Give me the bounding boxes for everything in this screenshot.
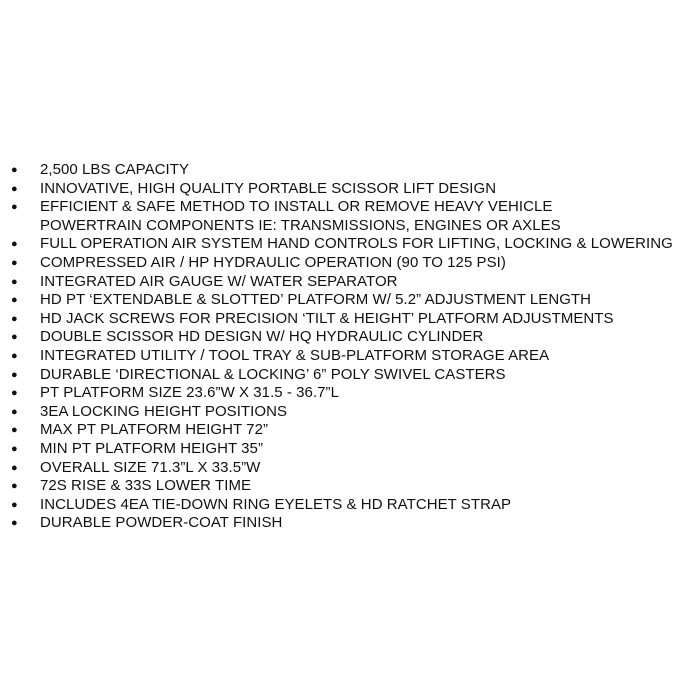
list-item-text: MAX PT PLATFORM HEIGHT 72” [40, 421, 269, 439]
bullet-icon: ● [11, 405, 18, 418]
bullet-icon: ● [11, 424, 18, 437]
list-item [0, 477, 700, 496]
list-item-text: 2,500 LBS CAPACITY [40, 161, 190, 178]
bullet-icon: ● [11, 498, 18, 511]
bullet-icon: ● [11, 238, 18, 251]
list-item [0, 328, 700, 347]
bullet-icon: ● [11, 349, 18, 362]
list-item [0, 291, 700, 310]
list-item-text: FULL OPERATION AIR SYSTEM HAND CONTROLS FOR LIFTING, LOCKING & LOWERING [40, 235, 673, 253]
bullet-icon: ● [11, 275, 18, 288]
list-item-text: 3EA LOCKING HEIGHT POSITIONS [40, 402, 288, 420]
bullet-icon: ● [11, 312, 18, 325]
list-item [0, 384, 700, 403]
list-item-text: PT PLATFORM SIZE 23.6”W X 31.5 - 36.7”L [40, 384, 339, 402]
bullet-icon: ● [11, 294, 18, 307]
bullet-icon: ● [11, 387, 18, 400]
bullet-icon: ● [11, 331, 18, 344]
list-item [0, 180, 700, 199]
bullet-icon: ● [11, 461, 18, 474]
list-item [0, 514, 700, 533]
list-item [0, 161, 700, 180]
list-item-text: DOUBLE SCISSOR HD DESIGN W/ HQ HYDRAULIC CYLINDER [40, 328, 484, 346]
list-item-text: OVERALL SIZE 71.3”L X 33.5”W [40, 458, 261, 476]
list-item-text: HD PT ‘EXTENDABLE & SLOTTED’ PLATFORM W/ 5.2” ADJUSTMENT LENGTH [40, 291, 592, 309]
list-item [0, 440, 700, 459]
bullet-icon: ● [11, 256, 18, 269]
list-item [0, 347, 700, 366]
list-item [0, 254, 700, 273]
bullet-icon: ● [11, 164, 18, 176]
spec-bullet-list [0, 161, 700, 533]
list-item-text: DURABLE ‘DIRECTIONAL & LOCKING’ 6” POLY SWIVEL CASTERS [40, 365, 506, 383]
list-item [0, 273, 700, 292]
bullet-icon: ● [11, 201, 18, 214]
list-item [0, 496, 700, 515]
list-item-text: INTEGRATED AIR GAUGE W/ WATER SEPARATOR [40, 272, 398, 290]
list-item [0, 235, 700, 254]
bullet-icon: ● [11, 368, 18, 381]
list-item-text: COMPRESSED AIR / HP HYDRAULIC OPERATION (90 TO 125 PSI) [40, 253, 506, 271]
list-item-text: INCLUDES 4EA TIE-DOWN RING EYELETS & HD RATCHET STRAP [40, 495, 512, 513]
list-item-text: MIN PT PLATFORM HEIGHT 35” [40, 439, 263, 457]
list-item [0, 421, 700, 440]
list-item-text: INNOVATIVE, HIGH QUALITY PORTABLE SCISSOR LIFT DESIGN [40, 179, 497, 197]
list-item [0, 198, 700, 235]
list-item-text: EFFICIENT & SAFE METHOD TO INSTALL OR REMOVE HEAVY VEHICLE POWERTRAIN COMPONENTS IE: TRANSMISSIONS, ENGINES OR AXLES [40, 198, 561, 234]
list-item-text: DURABLE POWDER-COAT FINISH [40, 514, 283, 532]
list-item-text: 72S RISE & 33S LOWER TIME [40, 477, 252, 495]
bullet-icon: ● [11, 517, 18, 530]
list-item-text: INTEGRATED UTILITY / TOOL TRAY & SUB-PLATFORM STORAGE AREA [40, 346, 550, 364]
list-item [0, 403, 700, 422]
bullet-icon: ● [11, 182, 18, 195]
list-item [0, 366, 700, 385]
list-item [0, 310, 700, 329]
bullet-icon: ● [11, 442, 18, 455]
list-item [0, 459, 700, 478]
bullet-icon: ● [11, 480, 18, 493]
list-item-text: HD JACK SCREWS FOR PRECISION ‘TILT & HEIGHT’ PLATFORM ADJUSTMENTS [40, 309, 614, 327]
